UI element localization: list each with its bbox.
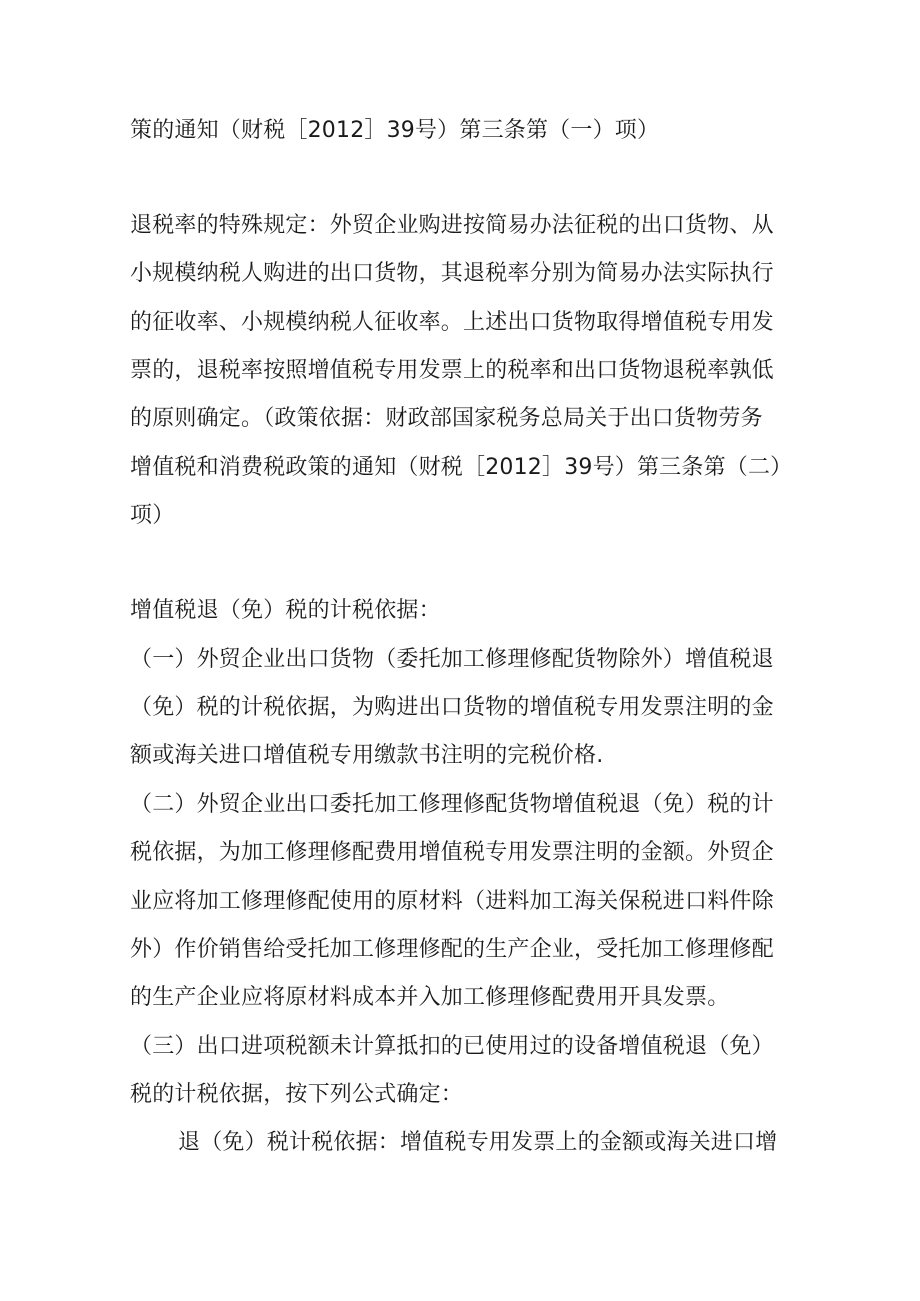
tax-basis-heading: 增值税退（免）税的计税依据： xyxy=(130,598,441,623)
tax-basis-item-1-line-2: （免）税的计税依据，为购进出口货物的增值税专用发票注明的金 xyxy=(130,695,774,720)
tax-basis-item-1-line-1: （一）外贸企业出口货物（委托加工修理修配货物除外）增值税退 xyxy=(130,647,774,672)
special-refund-rate-line-3: 的征收率、小规模纳税人征收率。上述出口货物取得增值税专用发 xyxy=(130,310,774,335)
policy-citation-line: 策的通知（财税［2012］39号）第三条第（一）项） xyxy=(130,118,660,143)
special-refund-rate-line-7: 项） xyxy=(130,503,175,528)
formula-line: 退（免）税计税依据：增值税专用发票上的金额或海关进口增 xyxy=(178,1130,778,1155)
tax-basis-item-2-line-2: 税依据，为加工修理修配费用增值税专用发票注明的金额。外贸企 xyxy=(130,840,774,865)
tax-basis-item-2-line-5: 的生产企业应将原材料成本并入加工修理修配费用开具发票。 xyxy=(130,985,730,1010)
tax-basis-item-2-line-3: 业应将加工修理修配使用的原材料（进料加工海关保税进口料件除 xyxy=(130,889,774,914)
special-refund-rate-line-1: 退税率的特殊规定：外贸企业购进按简易办法征税的出口货物、从 xyxy=(130,213,774,238)
special-refund-rate-line-4: 票的，退税率按照增值税专用发票上的税率和出口货物退税率孰低 xyxy=(130,358,774,383)
special-refund-rate-line-2: 小规模纳税人购进的出口货物，其退税率分别为简易办法实际执行 xyxy=(130,261,774,286)
tax-basis-item-1-line-3: 额或海关进口增值税专用缴款书注明的完税价格. xyxy=(130,743,604,768)
special-refund-rate-line-6: 增值税和消费税政策的通知（财税［2012］39号）第三条第（二） xyxy=(130,455,793,480)
tax-basis-item-2-line-1: （二）外贸企业出口委托加工修理修配货物增值税退（免）税的计 xyxy=(130,792,774,817)
tax-basis-item-2-line-4: 外）作价销售给受托加工修理修配的生产企业，受托加工修理修配 xyxy=(130,937,774,962)
tax-basis-item-3-line-1: （三）出口进项税额未计算抵扣的已使用过的设备增值税退（免） xyxy=(130,1034,774,1059)
special-refund-rate-line-5: 的原则确定。（政策依据：财政部国家税务总局关于出口货物劳务 xyxy=(130,406,763,431)
tax-basis-item-3-line-2: 税的计税依据，按下列公式确定： xyxy=(130,1082,464,1107)
